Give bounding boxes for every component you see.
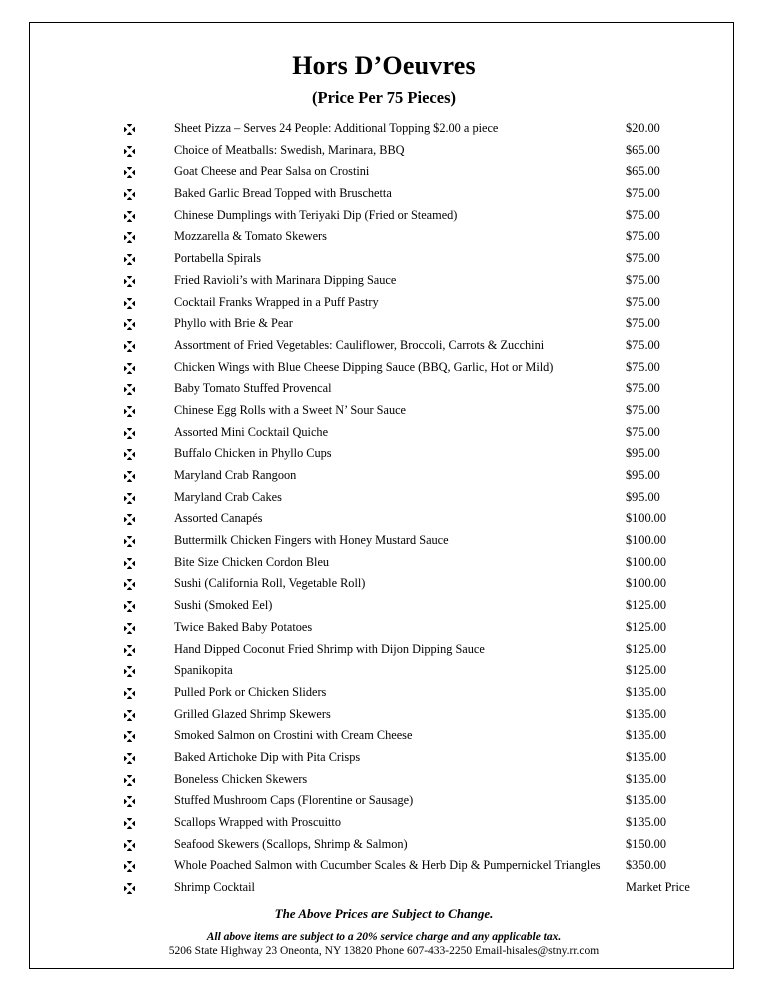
menu-item-price: $125.00 <box>626 619 666 634</box>
menu-item-price: $75.00 <box>626 294 660 309</box>
diamond-bullet-icon <box>124 270 138 292</box>
diamond-bullet-icon <box>124 834 138 856</box>
menu-item-name: Assortment of Fried Vegetables: Cauliflower, Broccoli, Carrots & Zucchini <box>174 337 545 352</box>
menu-item <box>0 205 768 227</box>
menu-item-price: $100.00 <box>626 533 666 548</box>
menu-list <box>0 118 768 899</box>
menu-item-price: $150.00 <box>626 836 666 851</box>
menu-item-name: Sushi (Smoked Eel) <box>174 598 273 613</box>
menu-item-price: $100.00 <box>626 576 666 591</box>
diamond-bullet-icon <box>124 855 138 877</box>
menu-item <box>0 790 768 812</box>
menu-item <box>0 747 768 769</box>
menu-item <box>0 465 768 487</box>
menu-item-name: Maryland Crab Cakes <box>174 489 282 504</box>
menu-item <box>0 769 768 791</box>
menu-item-price: $65.00 <box>626 164 660 179</box>
menu-item <box>0 140 768 162</box>
menu-item-price: $135.00 <box>626 749 666 764</box>
menu-item-name: Baked Garlic Bread Topped with Bruschetta <box>174 186 392 201</box>
menu-item-name: Maryland Crab Rangoon <box>174 468 297 482</box>
diamond-bullet-icon <box>124 118 138 140</box>
menu-item-price: $95.00 <box>626 446 660 461</box>
menu-item-price: $95.00 <box>626 468 660 482</box>
menu-item-name: Sheet Pizza – Serves 24 People: Additional Topping $2.00 a piece <box>174 121 499 135</box>
menu-item-name: Fried Ravioli’s with Marinara Dipping Sauce <box>174 272 397 287</box>
diamond-bullet-icon <box>124 704 138 726</box>
menu-item-price: $100.00 <box>626 554 666 569</box>
menu-item-price: $350.00 <box>626 858 666 873</box>
diamond-bullet-icon <box>124 357 138 379</box>
menu-item <box>0 725 768 747</box>
menu-item-name: Baked Artichoke Dip with Pita Crisps <box>174 749 361 764</box>
menu-item-name: Pulled Pork or Chicken Sliders <box>174 684 327 699</box>
menu-item-name: Phyllo with Brie & Pear <box>174 316 293 331</box>
menu-item <box>0 682 768 704</box>
menu-item-name: Buffalo Chicken in Phyllo Cups <box>174 446 332 461</box>
diamond-bullet-icon <box>124 530 138 552</box>
menu-item-name: Seafood Skewers (Scallops, Shrimp & Salmon) <box>174 836 408 851</box>
menu-item-price: $75.00 <box>626 337 660 352</box>
menu-item-name: Choice of Meatballs: Swedish, Marinara, BBQ <box>174 142 405 157</box>
menu-item-price: $75.00 <box>626 402 660 417</box>
diamond-bullet-icon <box>124 205 138 227</box>
menu-item-price: $75.00 <box>626 316 660 331</box>
menu-item-name: Assorted Mini Cocktail Quiche <box>174 424 329 439</box>
menu-item-price: $135.00 <box>626 771 666 786</box>
diamond-bullet-icon <box>124 313 138 335</box>
menu-item-price: $125.00 <box>626 598 666 613</box>
menu-item-name: Chicken Wings with Blue Cheese Dipping Sauce (BBQ, Garlic, Hot or Mild) <box>174 359 554 374</box>
menu-item-name: Smoked Salmon on Crostini with Cream Cheese <box>174 728 413 743</box>
menu-item-name: Scallops Wrapped with Proscuitto <box>174 815 341 829</box>
menu-item-name: Buttermilk Chicken Fingers with Honey Mustard Sauce <box>174 533 449 548</box>
menu-item <box>0 118 768 140</box>
menu-item-name: Spanikopita <box>174 663 233 678</box>
diamond-bullet-icon <box>124 790 138 812</box>
diamond-bullet-icon <box>124 443 138 465</box>
diamond-bullet-icon <box>124 400 138 422</box>
menu-item-price: $75.00 <box>626 381 660 396</box>
menu-item <box>0 617 768 639</box>
menu-item-name: Grilled Glazed Shrimp Skewers <box>174 706 331 721</box>
menu-item-name: Hand Dipped Coconut Fried Shrimp with Dijon Dipping Sauce <box>174 641 485 656</box>
menu-item <box>0 855 768 877</box>
menu-item-name: Bite Size Chicken Cordon Bleu <box>174 554 330 569</box>
diamond-bullet-icon <box>124 573 138 595</box>
menu-item-price: $20.00 <box>626 121 660 135</box>
diamond-bullet-icon <box>124 422 138 444</box>
menu-item-name: Chinese Dumplings with Teriyaki Dip (Fried or Steamed) <box>174 207 458 222</box>
menu-item <box>0 639 768 661</box>
menu-item <box>0 573 768 595</box>
menu-item-price: $135.00 <box>626 706 666 721</box>
diamond-bullet-icon <box>124 487 138 509</box>
menu-item <box>0 443 768 465</box>
diamond-bullet-icon <box>124 812 138 834</box>
menu-item-name: Whole Poached Salmon with Cucumber Scales & Herb Dip & Pumpernickel Triangles <box>174 858 601 873</box>
menu-item <box>0 660 768 682</box>
menu-item-price: $95.00 <box>626 489 660 504</box>
menu-item-name: Goat Cheese and Pear Salsa on Crostini <box>174 164 370 179</box>
diamond-bullet-icon <box>124 747 138 769</box>
diamond-bullet-icon <box>124 769 138 791</box>
menu-item-price: $75.00 <box>626 186 660 201</box>
diamond-bullet-icon <box>124 660 138 682</box>
menu-item-price: $135.00 <box>626 728 666 743</box>
menu-item <box>0 378 768 400</box>
diamond-bullet-icon <box>124 617 138 639</box>
menu-item-name: Boneless Chicken Skewers <box>174 771 308 786</box>
menu-item-name: Assorted Canapés <box>174 511 263 526</box>
diamond-bullet-icon <box>124 682 138 704</box>
diamond-bullet-icon <box>124 161 138 183</box>
diamond-bullet-icon <box>124 725 138 747</box>
menu-item-price: $135.00 <box>626 793 666 808</box>
diamond-bullet-icon <box>124 595 138 617</box>
menu-item-price: Market Price <box>626 880 690 895</box>
menu-item <box>0 335 768 357</box>
menu-item-price: $75.00 <box>626 229 660 244</box>
menu-item-price: $125.00 <box>626 641 666 656</box>
diamond-bullet-icon <box>124 378 138 400</box>
menu-item <box>0 270 768 292</box>
diamond-bullet-icon <box>124 183 138 205</box>
menu-item <box>0 530 768 552</box>
menu-item-name: Cocktail Franks Wrapped in a Puff Pastry <box>174 294 379 309</box>
service-charge-note: All above items are subject to a 20% service charge and any applicable tax. <box>206 931 562 943</box>
menu-item-price: $65.00 <box>626 142 660 157</box>
menu-item-price: $135.00 <box>626 684 666 699</box>
menu-item-price: $125.00 <box>626 663 666 678</box>
menu-item <box>0 226 768 248</box>
menu-item-name: Portabella Spirals <box>174 251 262 266</box>
menu-item <box>0 292 768 314</box>
menu-item-price: $75.00 <box>626 272 660 287</box>
menu-item-name: Stuffed Mushroom Caps (Florentine or Sausage) <box>174 793 414 808</box>
menu-item <box>0 487 768 509</box>
menu-item-price: $100.00 <box>626 511 666 526</box>
menu-item <box>0 552 768 574</box>
page-title: Hors D’Oeuvres <box>292 51 476 80</box>
price-change-notice: The Above Prices are Subject to Change. <box>274 906 494 921</box>
menu-item-price: $75.00 <box>626 424 660 439</box>
menu-item <box>0 704 768 726</box>
diamond-bullet-icon <box>124 552 138 574</box>
diamond-bullet-icon <box>124 226 138 248</box>
diamond-bullet-icon <box>124 508 138 530</box>
diamond-bullet-icon <box>124 639 138 661</box>
diamond-bullet-icon <box>124 335 138 357</box>
menu-item-price: $75.00 <box>626 207 660 222</box>
diamond-bullet-icon <box>124 465 138 487</box>
menu-item <box>0 422 768 444</box>
menu-item-name: Shrimp Cocktail <box>174 880 255 895</box>
menu-item <box>0 357 768 379</box>
diamond-bullet-icon <box>124 140 138 162</box>
menu-item <box>0 877 768 899</box>
menu-item-name: Chinese Egg Rolls with a Sweet N’ Sour Sauce <box>174 402 407 417</box>
menu-item-price: $75.00 <box>626 359 660 374</box>
menu-item <box>0 183 768 205</box>
menu-item-price: $135.00 <box>626 815 666 829</box>
diamond-bullet-icon <box>124 248 138 270</box>
menu-item-price: $75.00 <box>626 251 660 266</box>
contact-info: 5206 State Highway 23 Oneonta, NY 13820 Phone 607-433-2250 Email-hisales@stny.rr.com <box>168 945 600 957</box>
page-subtitle: (Price Per 75 Pieces) <box>312 88 456 107</box>
menu-item <box>0 812 768 834</box>
menu-item <box>0 400 768 422</box>
diamond-bullet-icon <box>124 877 138 899</box>
menu-item <box>0 248 768 270</box>
menu-item-name: Mozzarella & Tomato Skewers <box>174 229 327 244</box>
menu-item <box>0 595 768 617</box>
menu-item <box>0 313 768 335</box>
menu-item <box>0 834 768 856</box>
diamond-bullet-icon <box>124 292 138 314</box>
menu-item <box>0 508 768 530</box>
menu-item-name: Sushi (California Roll, Vegetable Roll) <box>174 576 366 591</box>
menu-item-name: Twice Baked Baby Potatoes <box>174 619 313 634</box>
menu-item-name: Baby Tomato Stuffed Provencal <box>174 381 332 396</box>
menu-item <box>0 161 768 183</box>
